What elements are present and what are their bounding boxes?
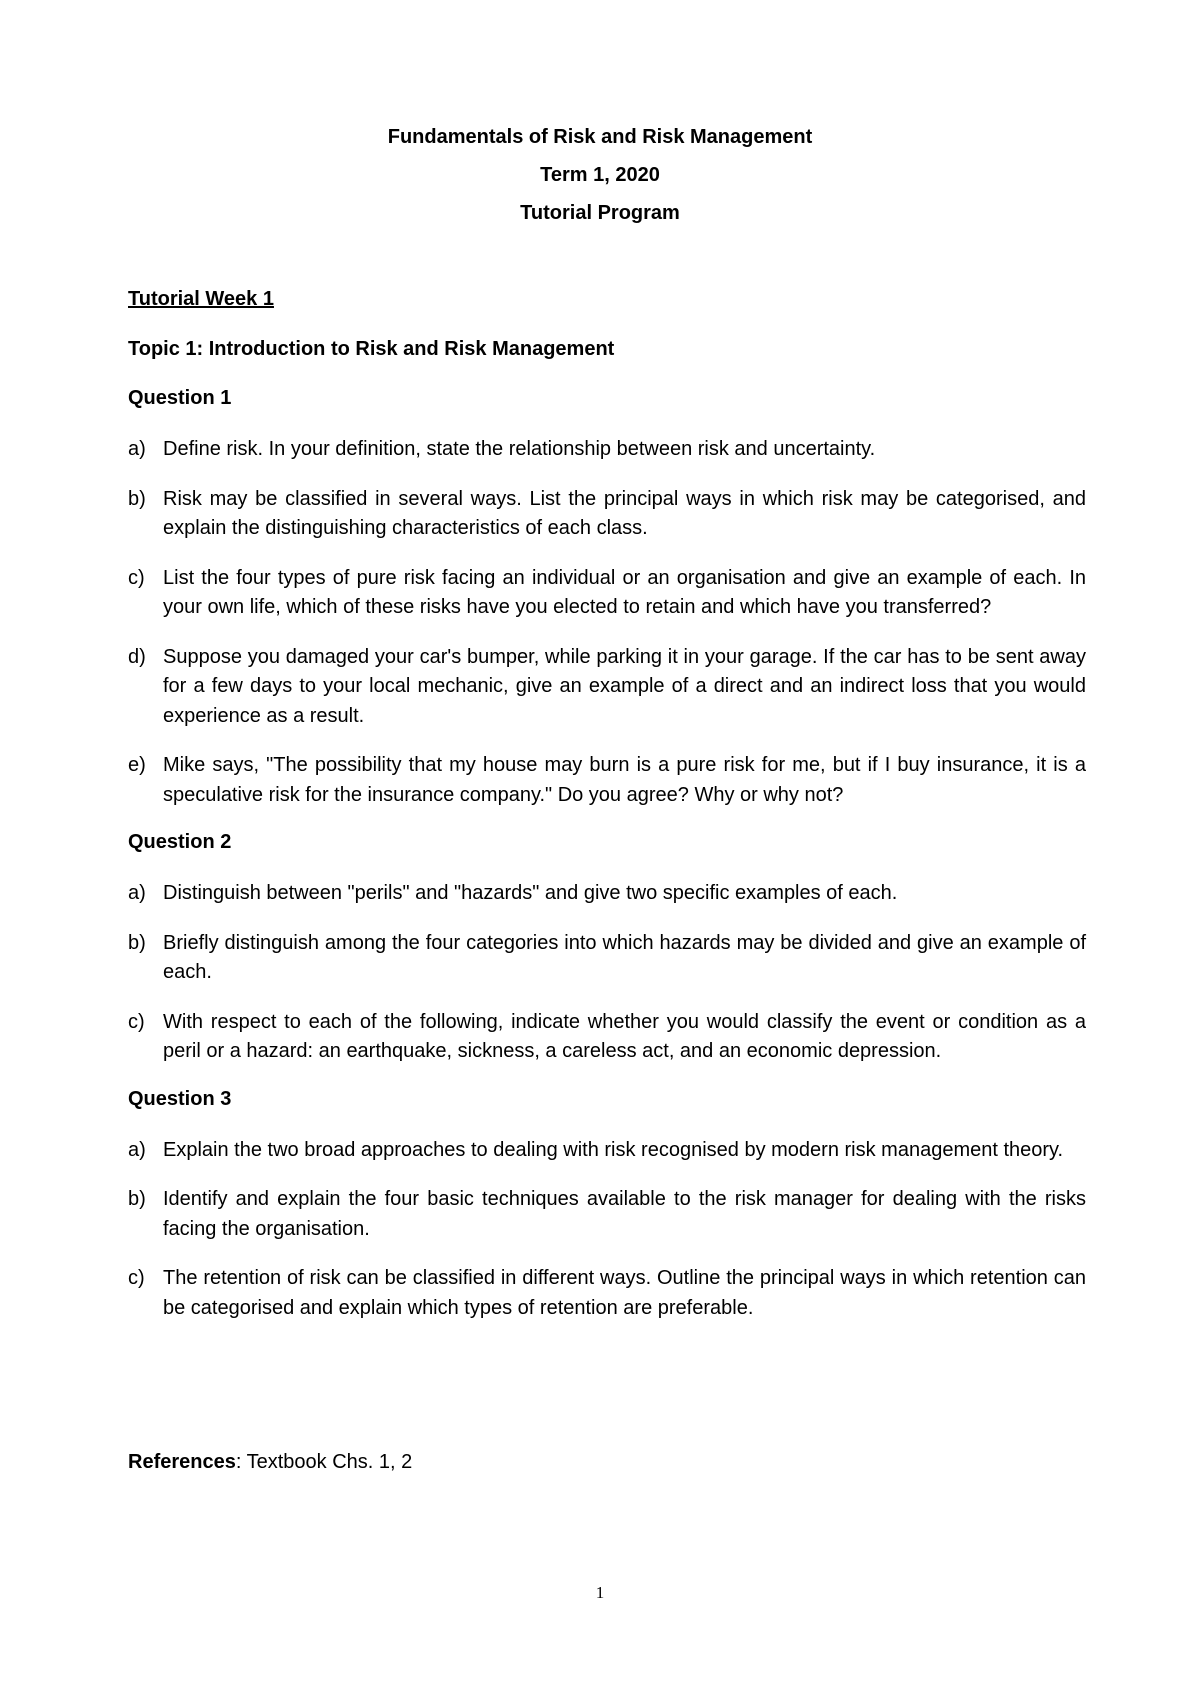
item-letter: a) xyxy=(128,438,146,460)
question-heading: Question 1 xyxy=(128,387,232,409)
references-label: References xyxy=(128,1451,236,1473)
item-letter: d) xyxy=(128,645,146,668)
item-letter: c) xyxy=(128,566,145,589)
course-title: Fundamentals of Risk and Risk Management xyxy=(387,126,813,148)
list-item xyxy=(128,879,1086,909)
item-text: The retention of risk can be classified in different ways. Outline the principal ways in which retention can be categorised and explain which types of retention are preferable. xyxy=(163,1267,1086,1319)
program-title: Tutorial Program xyxy=(520,202,680,224)
question-1 xyxy=(128,386,1086,810)
list-item xyxy=(128,485,1086,544)
question-1-items xyxy=(128,435,1086,810)
item-letter: c) xyxy=(128,1267,145,1289)
item-letter: a) xyxy=(128,882,146,904)
item-text: With respect to each of the following, indicate whether you would classify the event or condition as a peril or a hazard: an earthquake, sickness, a careless act, and an economic depression. xyxy=(163,1010,1086,1062)
item-text: Explain the two broad approaches to dealing with risk recognised by modern risk management theory. xyxy=(163,1138,1064,1161)
list-item xyxy=(128,929,1086,988)
item-letter: b) xyxy=(128,487,146,510)
item-text: Distinguish between "perils" and "hazards" and give two specific examples of each. xyxy=(163,882,898,904)
list-item xyxy=(128,1185,1086,1244)
term-title: Term 1, 2020 xyxy=(540,164,660,186)
item-text: Briefly distinguish among the four categories into which hazards may be divided and give an example of each. xyxy=(163,931,1086,983)
list-item xyxy=(128,564,1086,623)
item-text: Mike says, "The possibility that my house may burn is a pure risk for me, but if I buy insurance, it is a speculative risk for the insurance company." Do you agree? Why or why not? xyxy=(163,754,1086,806)
question-heading: Question 3 xyxy=(128,1087,232,1110)
item-letter: a) xyxy=(128,1138,146,1161)
item-letter: e) xyxy=(128,754,146,776)
list-item xyxy=(128,1264,1086,1323)
page-number: 1 xyxy=(595,1583,605,1602)
content-body xyxy=(128,287,1086,1343)
topic-heading: Topic 1: Introduction to Risk and Risk Management xyxy=(128,338,615,360)
item-text: Identify and explain the four basic techniques available to the risk manager for dealing with the risks facing the organisation. xyxy=(163,1188,1086,1240)
item-letter: b) xyxy=(128,931,146,954)
question-3 xyxy=(128,1087,1086,1324)
question-3-items xyxy=(128,1136,1086,1324)
item-letter: c) xyxy=(128,1010,145,1033)
item-text: Define risk. In your definition, state the relationship between risk and uncertainty. xyxy=(163,438,876,460)
list-item xyxy=(128,1008,1086,1067)
list-item xyxy=(128,751,1086,810)
list-item xyxy=(128,1136,1086,1166)
references-text: : Textbook Chs. 1, 2 xyxy=(235,1451,413,1473)
list-item xyxy=(128,435,1086,465)
list-item xyxy=(128,643,1086,732)
question-2 xyxy=(128,830,1086,1067)
item-text: Suppose you damaged your car's bumper, while parking it in your garage. If the car has to be sent away for a few days to your local mechanic, give an example of a direct and an indirect loss that you would experience as a result. xyxy=(163,645,1086,727)
week-heading: Tutorial Week 1 xyxy=(128,288,274,310)
question-heading: Question 2 xyxy=(128,831,232,853)
item-letter: b) xyxy=(128,1188,146,1210)
title-block xyxy=(0,125,1200,239)
references xyxy=(128,1450,412,1474)
item-text: Risk may be classified in several ways. List the principal ways in which risk may be categorised, and explain the distinguishing characteristics of each class. xyxy=(163,487,1086,539)
question-2-items xyxy=(128,879,1086,1067)
item-text: List the four types of pure risk facing an individual or an organisation and give an example of each. In your own life, which of these risks have you elected to retain and which have you transferred? xyxy=(163,566,1086,618)
